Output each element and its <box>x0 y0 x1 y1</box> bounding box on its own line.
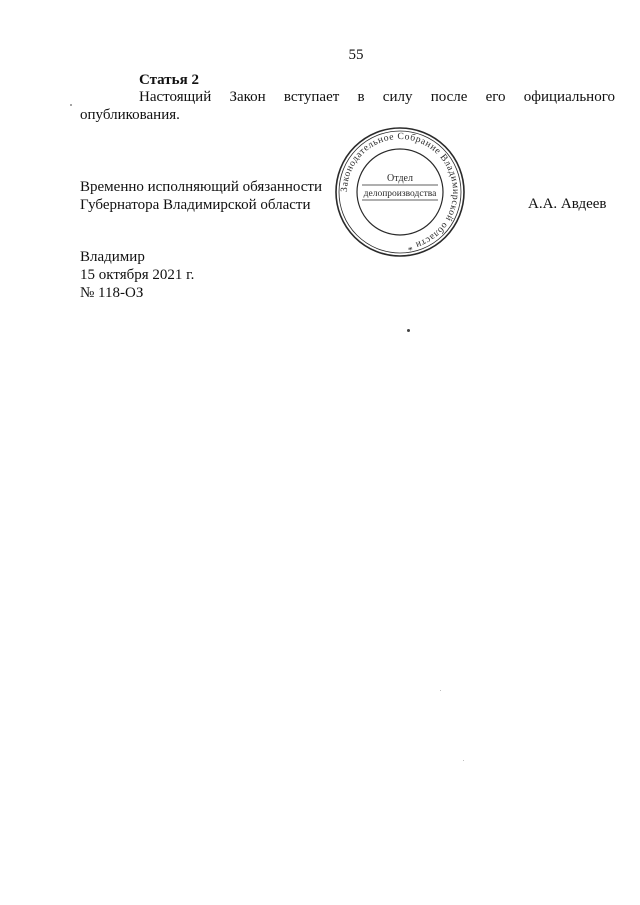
article-title: Статья 2 <box>139 72 199 88</box>
law-number: № 118-ОЗ <box>80 285 144 301</box>
law-date: 15 октября 2021 г. <box>80 267 195 283</box>
signer-name: А.А. Авдеев <box>528 196 607 212</box>
article-body-rest: опубликования. <box>80 107 180 123</box>
seal-ring-textpath: Законодательное Собрание Владимирской области * <box>338 130 462 253</box>
article-body <box>80 88 615 124</box>
signatory-position-line1: Временно исполняющий обязанности <box>80 179 323 195</box>
scan-speck <box>463 760 464 761</box>
place-date-block <box>80 248 194 302</box>
seal-center-line2: делопроизводства <box>363 189 437 199</box>
page-number: 55 <box>348 47 364 63</box>
scan-speck <box>407 329 410 332</box>
signatory-position <box>80 178 322 214</box>
seal-center-line1: Отдел <box>387 173 413 184</box>
signatory-position-line2: Губернатора Владимирской области <box>80 197 311 213</box>
scan-speck <box>70 104 72 106</box>
scan-speck <box>440 690 441 691</box>
official-seal-stamp <box>332 124 468 260</box>
article-body-first-line: Настоящий Закон вступает в силу после его официального <box>139 89 615 105</box>
city: Владимир <box>80 249 145 265</box>
